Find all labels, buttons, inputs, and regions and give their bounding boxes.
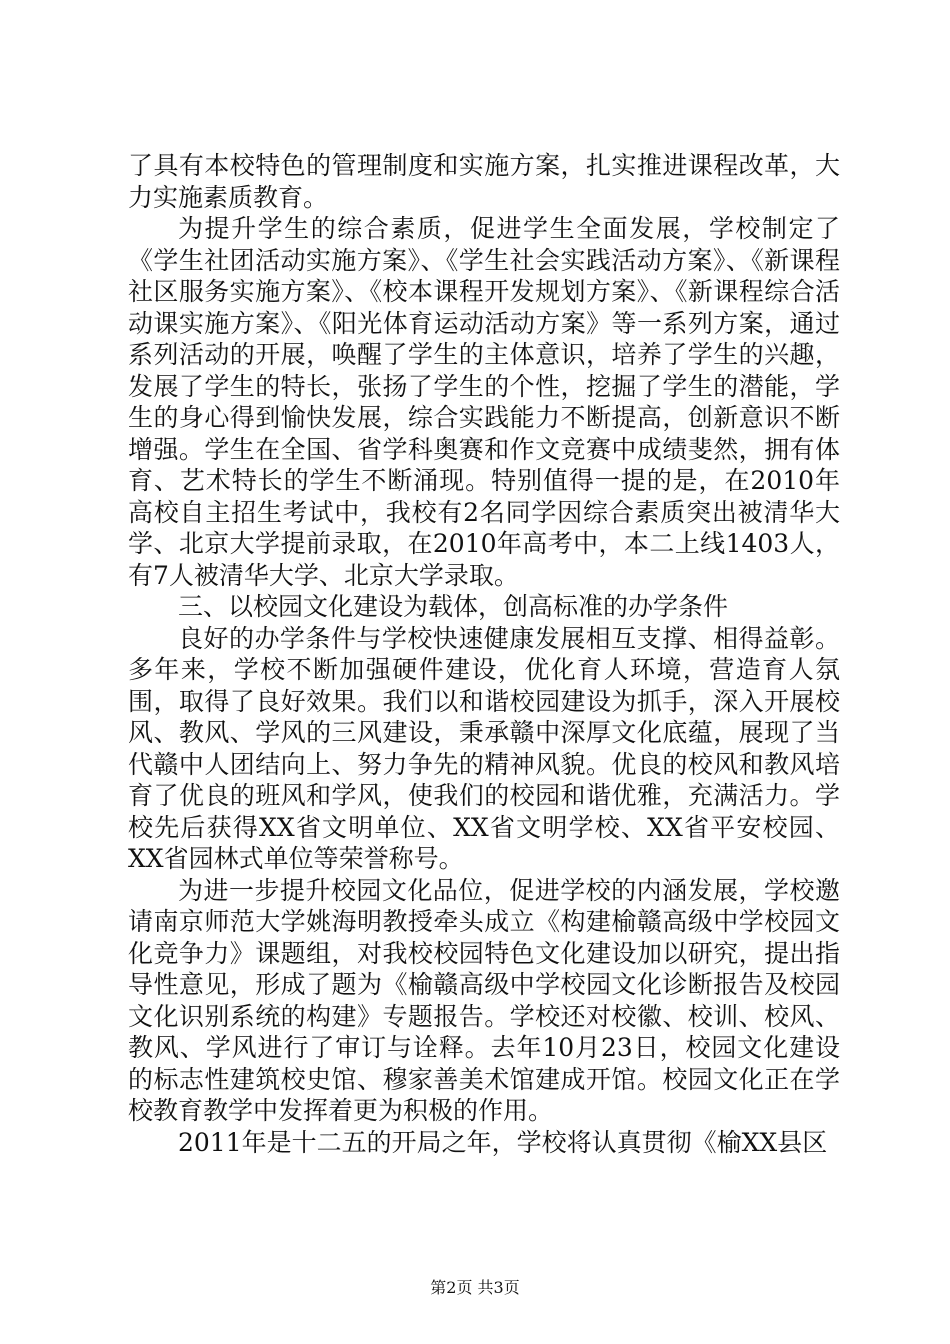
page-footer [0, 1278, 950, 1298]
page-number: 第2页 共3页 [430, 1278, 520, 1297]
paragraph-school-conditions: 良好的办学条件与学校快速健康发展相互支撑、相得益彰。多年来，学校不断加强硬件建设，优化育人环境，营造育人氛围，取得了良好效果。我们以和谐校园建设为抓手，深入开展校风、教风、学风的三风建设，秉承赣中深厚文化底蕴，展现了当代赣中人团结向上、努力争先的精神风貌。优良的校风和教风培育了优良的班风和学风，使我们的校园和谐优雅，充满活力。学校先后获得XX省文明单位、XX省文明学校、XX省平安校园、XX省园林式单位等荣誉称号。 [128, 623, 840, 873]
document-body [128, 150, 840, 1158]
paragraph-continuation: 了具有本校特色的管理制度和实施方案，扎实推进课程改革，大力实施素质教育。 [128, 151, 840, 212]
paragraph-student-quality: 为提升学生的综合素质，促进学生全面发展，学校制定了《学生社团活动实施方案》、《学生社会实践活动方案》、《新课程社区服务实施方案》、《校本课程开发规划方案》、《新课程综合活动课实施方案》、《阳光体育运动活动方案》等一系列方案，通过系列活动的开展，唤醒了学生的主体意识，培养了学生的兴趣，发展了学生的特长，张扬了学生的个性，挖掘了学生的潜能，学生的身心得到愉快发展，综合实践能力不断提高，创新意识不断增强。学生在全国、省学科奥赛和作文竞赛中成绩斐然，拥有体育、艺术特长的学生不断涌现。特别值得一提的是，在2010年高校自主招生考试中，我校有2名同学因综合素质突出被清华大学、北京大学提前录取，在2010年高考中，本二上线1403人，有7人被清华大学、北京大学录取。 [128, 214, 840, 590]
section-heading: 三、以校园文化建设为载体，创高标准的办学条件 [178, 592, 729, 621]
paragraph-campus-culture: 为进一步提升校园文化品位，促进学校的内涵发展，学校邀请南京师范大学姚海明教授牵头成立《构建榆赣高级中学校园文化竞争力》课题组，对我校校园特色文化建设加以研究，提出指导性意见，形成了题为《榆赣高级中学校园文化诊断报告及校园文化识别系统的构建》专题报告。学校还对校徽、校训、校风、教风、学风进行了审订与诠释。去年10月23日，校园文化建设的标志性建筑校史馆、穆家善美术馆建成开馆。校园文化正在学校教育教学中发挥着更为积极的作用。 [128, 875, 840, 1125]
paragraph-2011-plan: 2011年是十二五的开局之年，学校将认真贯彻《榆XX县区 [178, 1127, 828, 1157]
